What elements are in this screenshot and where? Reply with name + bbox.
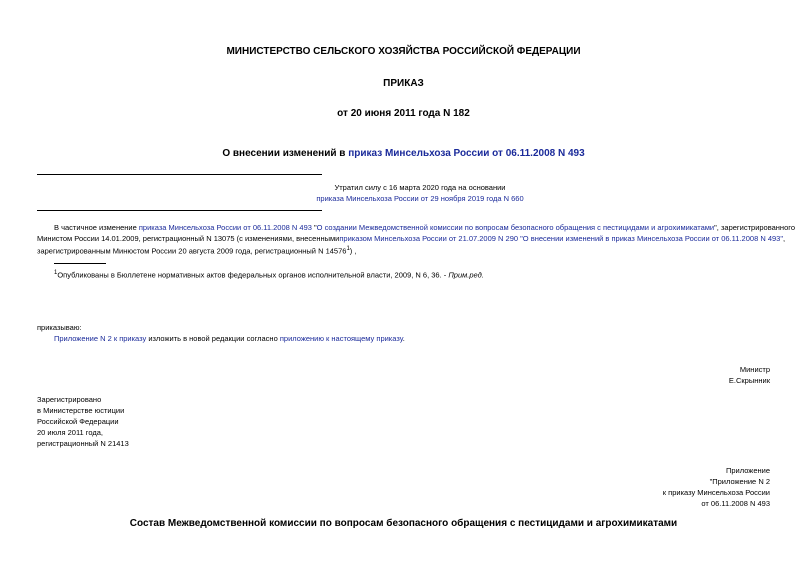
appendix-line: к приказу Минсельхоза России: [662, 488, 770, 497]
divider-top: [37, 174, 322, 175]
order-link-appendix-2[interactable]: Приложение N 2 к приказу: [54, 334, 147, 343]
doc-date-number: от 20 июня 2011 года N 182: [337, 108, 470, 119]
registration-line: Зарегистрировано: [37, 395, 102, 404]
registration-line: в Министерстве юстиции: [37, 406, 125, 415]
validity-link[interactable]: приказа Минсельхоза России от 29 ноября 2019 года N 660: [316, 194, 524, 203]
validity-line-1: Утратил силу с 16 марта 2020 года на основании: [334, 183, 506, 192]
preamble-link-order-290[interactable]: приказом Минсельхоза России от 21.07.2009 N 290 "О внесении изменений в приказ Минсельхоза России от 06.11.2008 N 493": [339, 234, 783, 243]
preamble-paragraph: [37, 222, 797, 257]
registration-line: регистрационный N 21413: [37, 439, 129, 448]
preamble-link-order-493[interactable]: приказа Минсельхоза России от 06.11.2008 N 493: [138, 223, 312, 232]
preamble-link-commission[interactable]: О создании Межведомственной комиссии по вопросам безопасного обращения с пестицидами и агрохимикатами: [316, 223, 715, 232]
order-text-1: изложить в новой редакции согласно: [146, 334, 280, 343]
preamble-text-3: ", зарегистрированного Министом России 14.01.2009, регистрационный N 13075 (с изменениями, внесенными: [37, 223, 795, 243]
appendix-block: [663, 465, 770, 509]
footnote-note: Прим.ред.: [448, 270, 484, 280]
order-link-appendix[interactable]: приложению к настоящему приказу: [279, 334, 403, 343]
footnote-divider: [54, 263, 106, 264]
footnote-mark: 1: [54, 270, 58, 276]
footnote-ref[interactable]: 1: [346, 246, 350, 252]
doc-title: [0, 148, 807, 159]
registration-line: Российской Федерации: [37, 417, 119, 426]
doc-type-heading: ПРИКАЗ: [383, 78, 424, 89]
preamble-text-4: , зарегистрированным Минюстом России 20 августа 2009 года, регистрационный N 14576: [37, 234, 786, 256]
preamble-text-2: ": [311, 223, 317, 232]
registration-block: [37, 394, 129, 449]
footnote-text: Опубликованы в Бюллетене нормативных актов федеральных органов исполнительной власти, 2009, N 6, 36. -: [57, 270, 449, 280]
footnote: [54, 268, 794, 281]
appendix-line: от 06.11.2008 N 493: [701, 499, 770, 508]
signature-title: Министр: [739, 365, 770, 374]
appendix-line: Приложение: [726, 466, 770, 475]
appendix-line: "Приложение N 2: [709, 477, 770, 486]
ministry-heading: МИНИСТЕРСТВО СЕЛЬСКОГО ХОЗЯЙСТВА РОССИЙСКОЙ ФЕДЕРАЦИИ: [226, 46, 581, 57]
appendix-heading: Состав Межведомственной комиссии по вопросам безопасного обращения с пестицидами и агрохимикатами: [129, 518, 678, 529]
order-paragraph: [54, 333, 794, 344]
order-text-2: .: [402, 334, 405, 343]
divider-bottom: [37, 210, 322, 211]
registration-line: 20 июля 2011 года,: [37, 428, 104, 437]
order-directive: приказываю:: [37, 323, 82, 332]
validity-line-2: [37, 193, 803, 204]
preamble-text-1: В частичное изменение: [54, 223, 139, 232]
doc-title-prefix: О внесении изменений в: [222, 148, 349, 159]
signature-name: Е.Скрынник: [728, 376, 770, 385]
doc-title-link[interactable]: приказ Минсельхоза России от 06.11.2008 N 493: [348, 148, 585, 159]
preamble-text-5: ) ,: [349, 246, 357, 256]
